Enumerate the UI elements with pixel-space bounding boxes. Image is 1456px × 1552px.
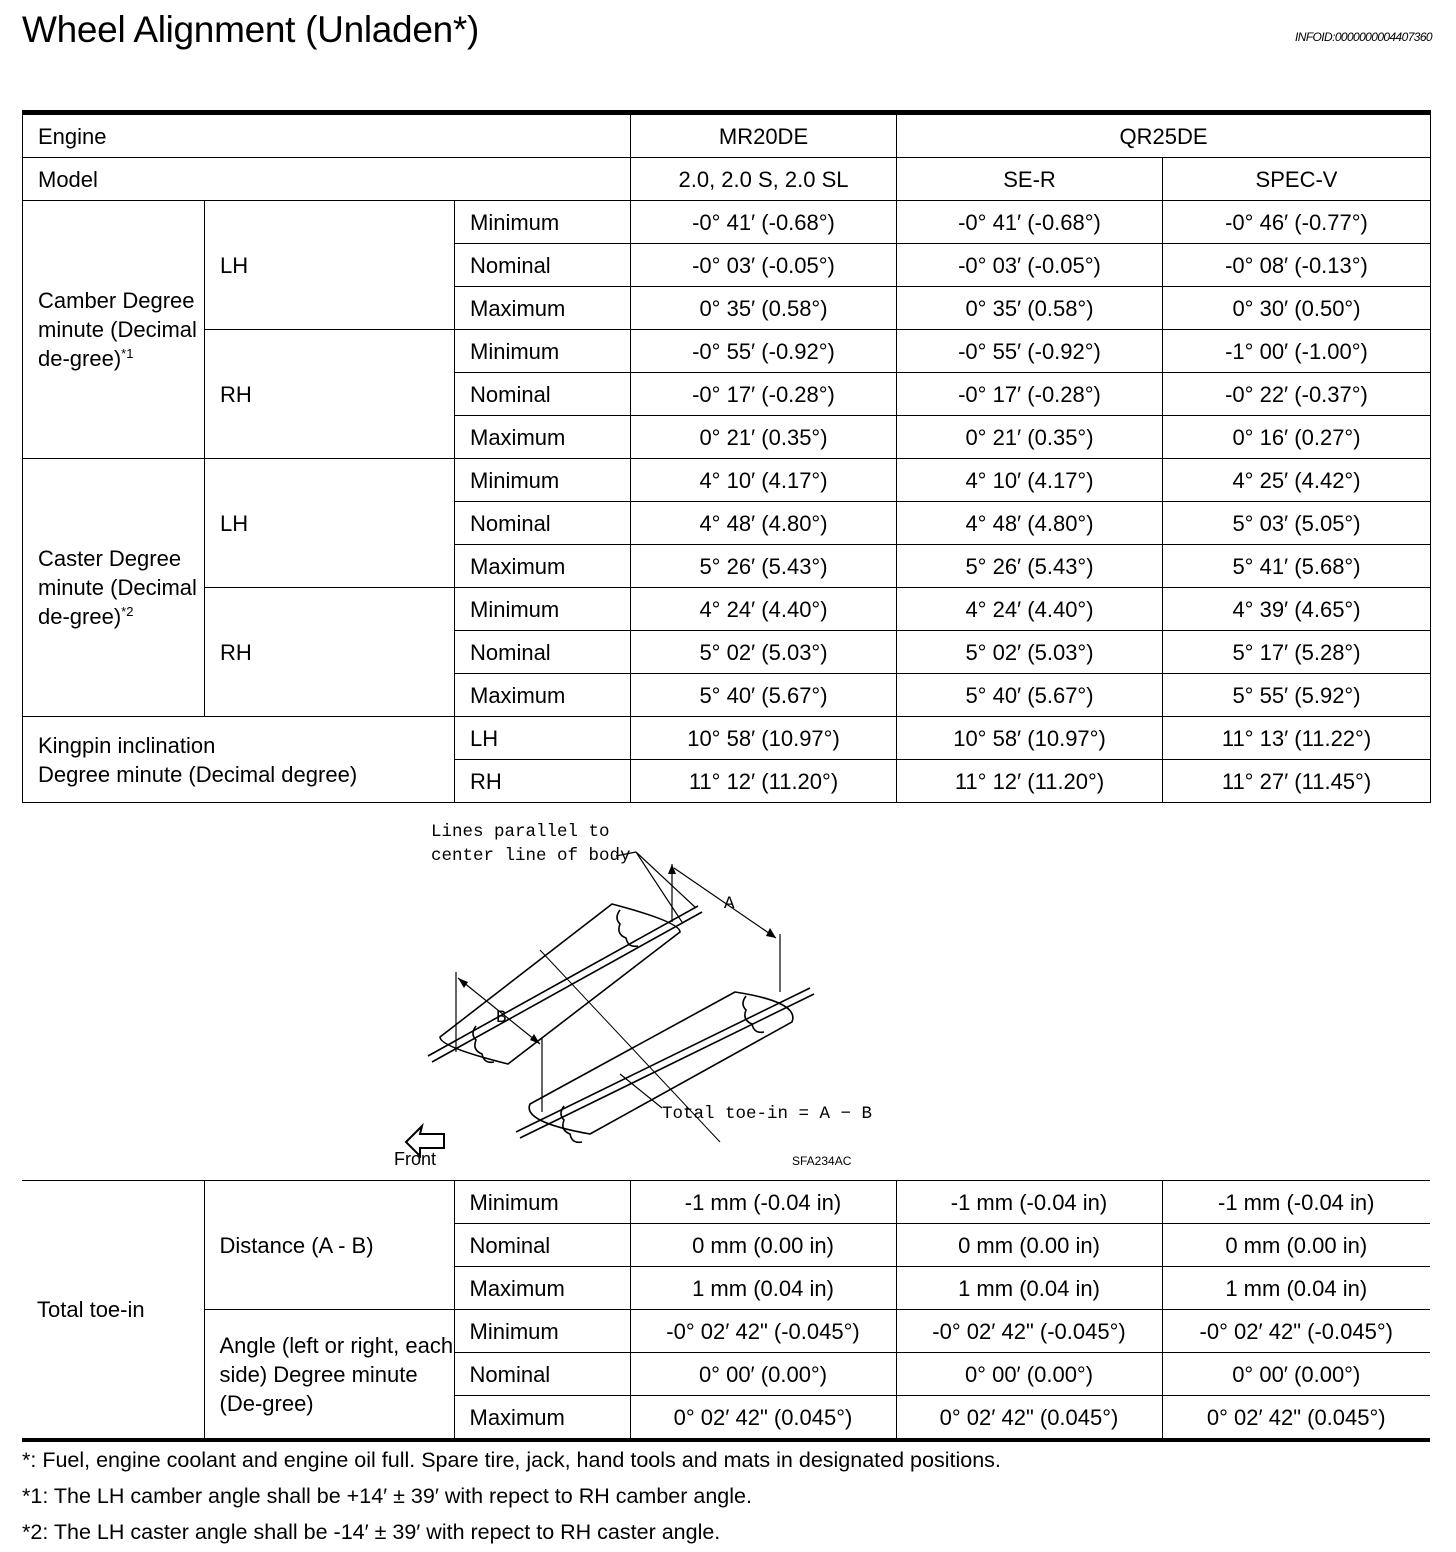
footnote-camber: *1: The LH camber angle shall be +14′ ± 39′ with repect to RH camber angle. [22,1484,752,1508]
row-label: Nominal [455,502,631,545]
model-header-label: Model [23,158,631,201]
value-cell: 0° 00′ (0.00°) [896,1353,1162,1396]
value-cell: -0° 22′ (-0.37°) [1163,373,1431,416]
alignment-spec-table [22,110,1431,803]
value-cell: 5° 03′ (5.05°) [1163,502,1431,545]
page-title: Wheel Alignment (Unladen*) [22,9,479,50]
value-cell: 0° 21′ (0.35°) [897,416,1163,459]
value-cell: -1° 00′ (-1.00°) [1163,330,1431,373]
value-cell: 4° 10′ (4.17°) [631,459,897,502]
value-cell: -0° 17′ (-0.28°) [631,373,897,416]
figure-label-toe: Total toe-in = A − B [662,1104,873,1124]
camber-side-lh: LH [205,201,455,330]
value-cell: 4° 10′ (4.17°) [897,459,1163,502]
model-name: SE-R [897,158,1163,201]
kingpin-side-rh: RH [455,760,631,803]
value-cell: -0° 41′ (-0.68°) [897,201,1163,244]
row-label: Nominal [455,244,631,287]
value-cell: 5° 41′ (5.68°) [1163,545,1431,588]
value-cell: 5° 55′ (5.92°) [1163,674,1431,717]
value-cell: -0° 03′ (-0.05°) [631,244,897,287]
toe-in-label: Total toe-in [22,1181,204,1441]
value-cell: -1 mm (-0.04 in) [1162,1181,1430,1224]
toe-in-diagram [380,812,920,1174]
row-label: Nominal [455,373,631,416]
footnote-ref: *1 [121,346,134,361]
row-label: Minimum [455,201,631,244]
row-label: Maximum [454,1267,630,1310]
value-cell: -0° 02′ 42" (-0.045°) [896,1310,1162,1353]
value-cell: 0° 02′ 42" (0.045°) [1162,1396,1430,1441]
value-cell: 0° 02′ 42" (0.045°) [630,1396,896,1441]
value-cell: 5° 02′ (5.03°) [897,631,1163,674]
footnote-caster: *2: The LH caster angle shall be -14′ ± 39′ with repect to RH caster angle. [22,1520,721,1544]
model-name: SPEC-V [1163,158,1431,201]
value-cell: 0 mm (0.00 in) [1162,1224,1430,1267]
value-cell: 11° 27′ (11.45°) [1163,760,1431,803]
value-cell: -0° 55′ (-0.92°) [631,330,897,373]
value-cell: 10° 58′ (10.97°) [631,717,897,760]
kingpin-side-lh: LH [455,717,631,760]
row-label: Minimum [455,588,631,631]
value-cell: 11° 12′ (11.20°) [897,760,1163,803]
caster-side-lh: LH [205,459,455,588]
camber-label: Camber Degree minute (Decimal de-gree)$^{*1}$ [23,201,205,459]
value-cell: 0 mm (0.00 in) [630,1224,896,1267]
kingpin-label: Kingpin inclination Degree minute (Decimal degree) [23,717,455,803]
value-cell: 4° 48′ (4.80°) [631,502,897,545]
figure-label-a: A [724,894,735,914]
footnotes [22,1442,1001,1550]
value-cell: 0° 00′ (0.00°) [1162,1353,1430,1396]
row-label: Maximum [455,674,631,717]
value-cell: 4° 39′ (4.65°) [1163,588,1431,631]
value-cell: 0° 35′ (0.58°) [631,287,897,330]
value-cell: 11° 13′ (11.22°) [1163,717,1431,760]
row-label: Minimum [454,1181,630,1224]
value-cell: 4° 24′ (4.40°) [897,588,1163,631]
angle-label: Angle (left or right, each side) Degree minute (De-gree) [204,1310,454,1441]
figure-label-parallel-line1: Lines parallel to [431,822,610,842]
row-label: Nominal [454,1353,630,1396]
value-cell: 0° 16′ (0.27°) [1163,416,1431,459]
value-cell: -0° 08′ (-0.13°) [1163,244,1431,287]
value-cell: -0° 46′ (-0.77°) [1163,201,1431,244]
value-cell: 5° 02′ (5.03°) [631,631,897,674]
footnote-ref: *2 [121,604,134,619]
value-cell: 5° 17′ (5.28°) [1163,631,1431,674]
row-label: Nominal [455,631,631,674]
distance-label: Distance (A - B) [204,1181,454,1310]
model-name: 2.0, 2.0 S, 2.0 SL [631,158,897,201]
value-cell: 1 mm (0.04 in) [630,1267,896,1310]
row-label: Maximum [455,287,631,330]
row-label: Minimum [455,330,631,373]
value-cell: 0° 02′ 42" (0.045°) [896,1396,1162,1441]
value-cell: 4° 25′ (4.42°) [1163,459,1431,502]
row-label: Minimum [455,459,631,502]
value-cell: -0° 03′ (-0.05°) [897,244,1163,287]
value-cell: 10° 58′ (10.97°) [897,717,1163,760]
value-cell: -0° 02′ 42" (-0.045°) [1162,1310,1430,1353]
caster-label: Caster Degree minute (Decimal de-gree)$^{*2}$ [23,459,205,717]
value-cell: -0° 55′ (-0.92°) [897,330,1163,373]
engine-qr25de: QR25DE [897,113,1431,158]
value-cell: 0° 21′ (0.35°) [631,416,897,459]
footnote-unladen: *: Fuel, engine coolant and engine oil full. Spare tire, jack, hand tools and mats in designated positions. [22,1448,1001,1472]
value-cell: 0° 35′ (0.58°) [897,287,1163,330]
value-cell: 5° 26′ (5.43°) [631,545,897,588]
value-cell: 5° 40′ (5.67°) [631,674,897,717]
engine-mr20de: MR20DE [631,113,897,158]
row-label: Nominal [454,1224,630,1267]
toe-in-spec-table [22,1180,1430,1442]
row-label: Minimum [454,1310,630,1353]
camber-side-rh: RH [205,330,455,459]
row-label: Maximum [454,1396,630,1441]
figure-label-parallel-line2: center line of body [431,846,631,866]
value-cell: 11° 12′ (11.20°) [631,760,897,803]
value-cell: 0° 00′ (0.00°) [630,1353,896,1396]
value-cell: -0° 02′ 42" (-0.045°) [630,1310,896,1353]
value-cell: -0° 17′ (-0.28°) [897,373,1163,416]
info-id: INFOID:0000000004407360 [1295,30,1432,44]
value-cell: -1 mm (-0.04 in) [896,1181,1162,1224]
value-cell: 4° 48′ (4.80°) [897,502,1163,545]
figure-label-front: Front [394,1149,437,1169]
figure-label-b: B [496,1008,507,1028]
value-cell: 4° 24′ (4.40°) [631,588,897,631]
value-cell: 5° 26′ (5.43°) [897,545,1163,588]
value-cell: 5° 40′ (5.67°) [897,674,1163,717]
value-cell: -1 mm (-0.04 in) [630,1181,896,1224]
row-label: Maximum [455,545,631,588]
caster-side-rh: RH [205,588,455,717]
value-cell: 1 mm (0.04 in) [896,1267,1162,1310]
figure-code: SFA234AC [792,1154,852,1168]
value-cell: 0° 30′ (0.50°) [1163,287,1431,330]
value-cell: 1 mm (0.04 in) [1162,1267,1430,1310]
engine-header-label: Engine [23,113,631,158]
row-label: Maximum [455,416,631,459]
value-cell: 0 mm (0.00 in) [896,1224,1162,1267]
value-cell: -0° 41′ (-0.68°) [631,201,897,244]
